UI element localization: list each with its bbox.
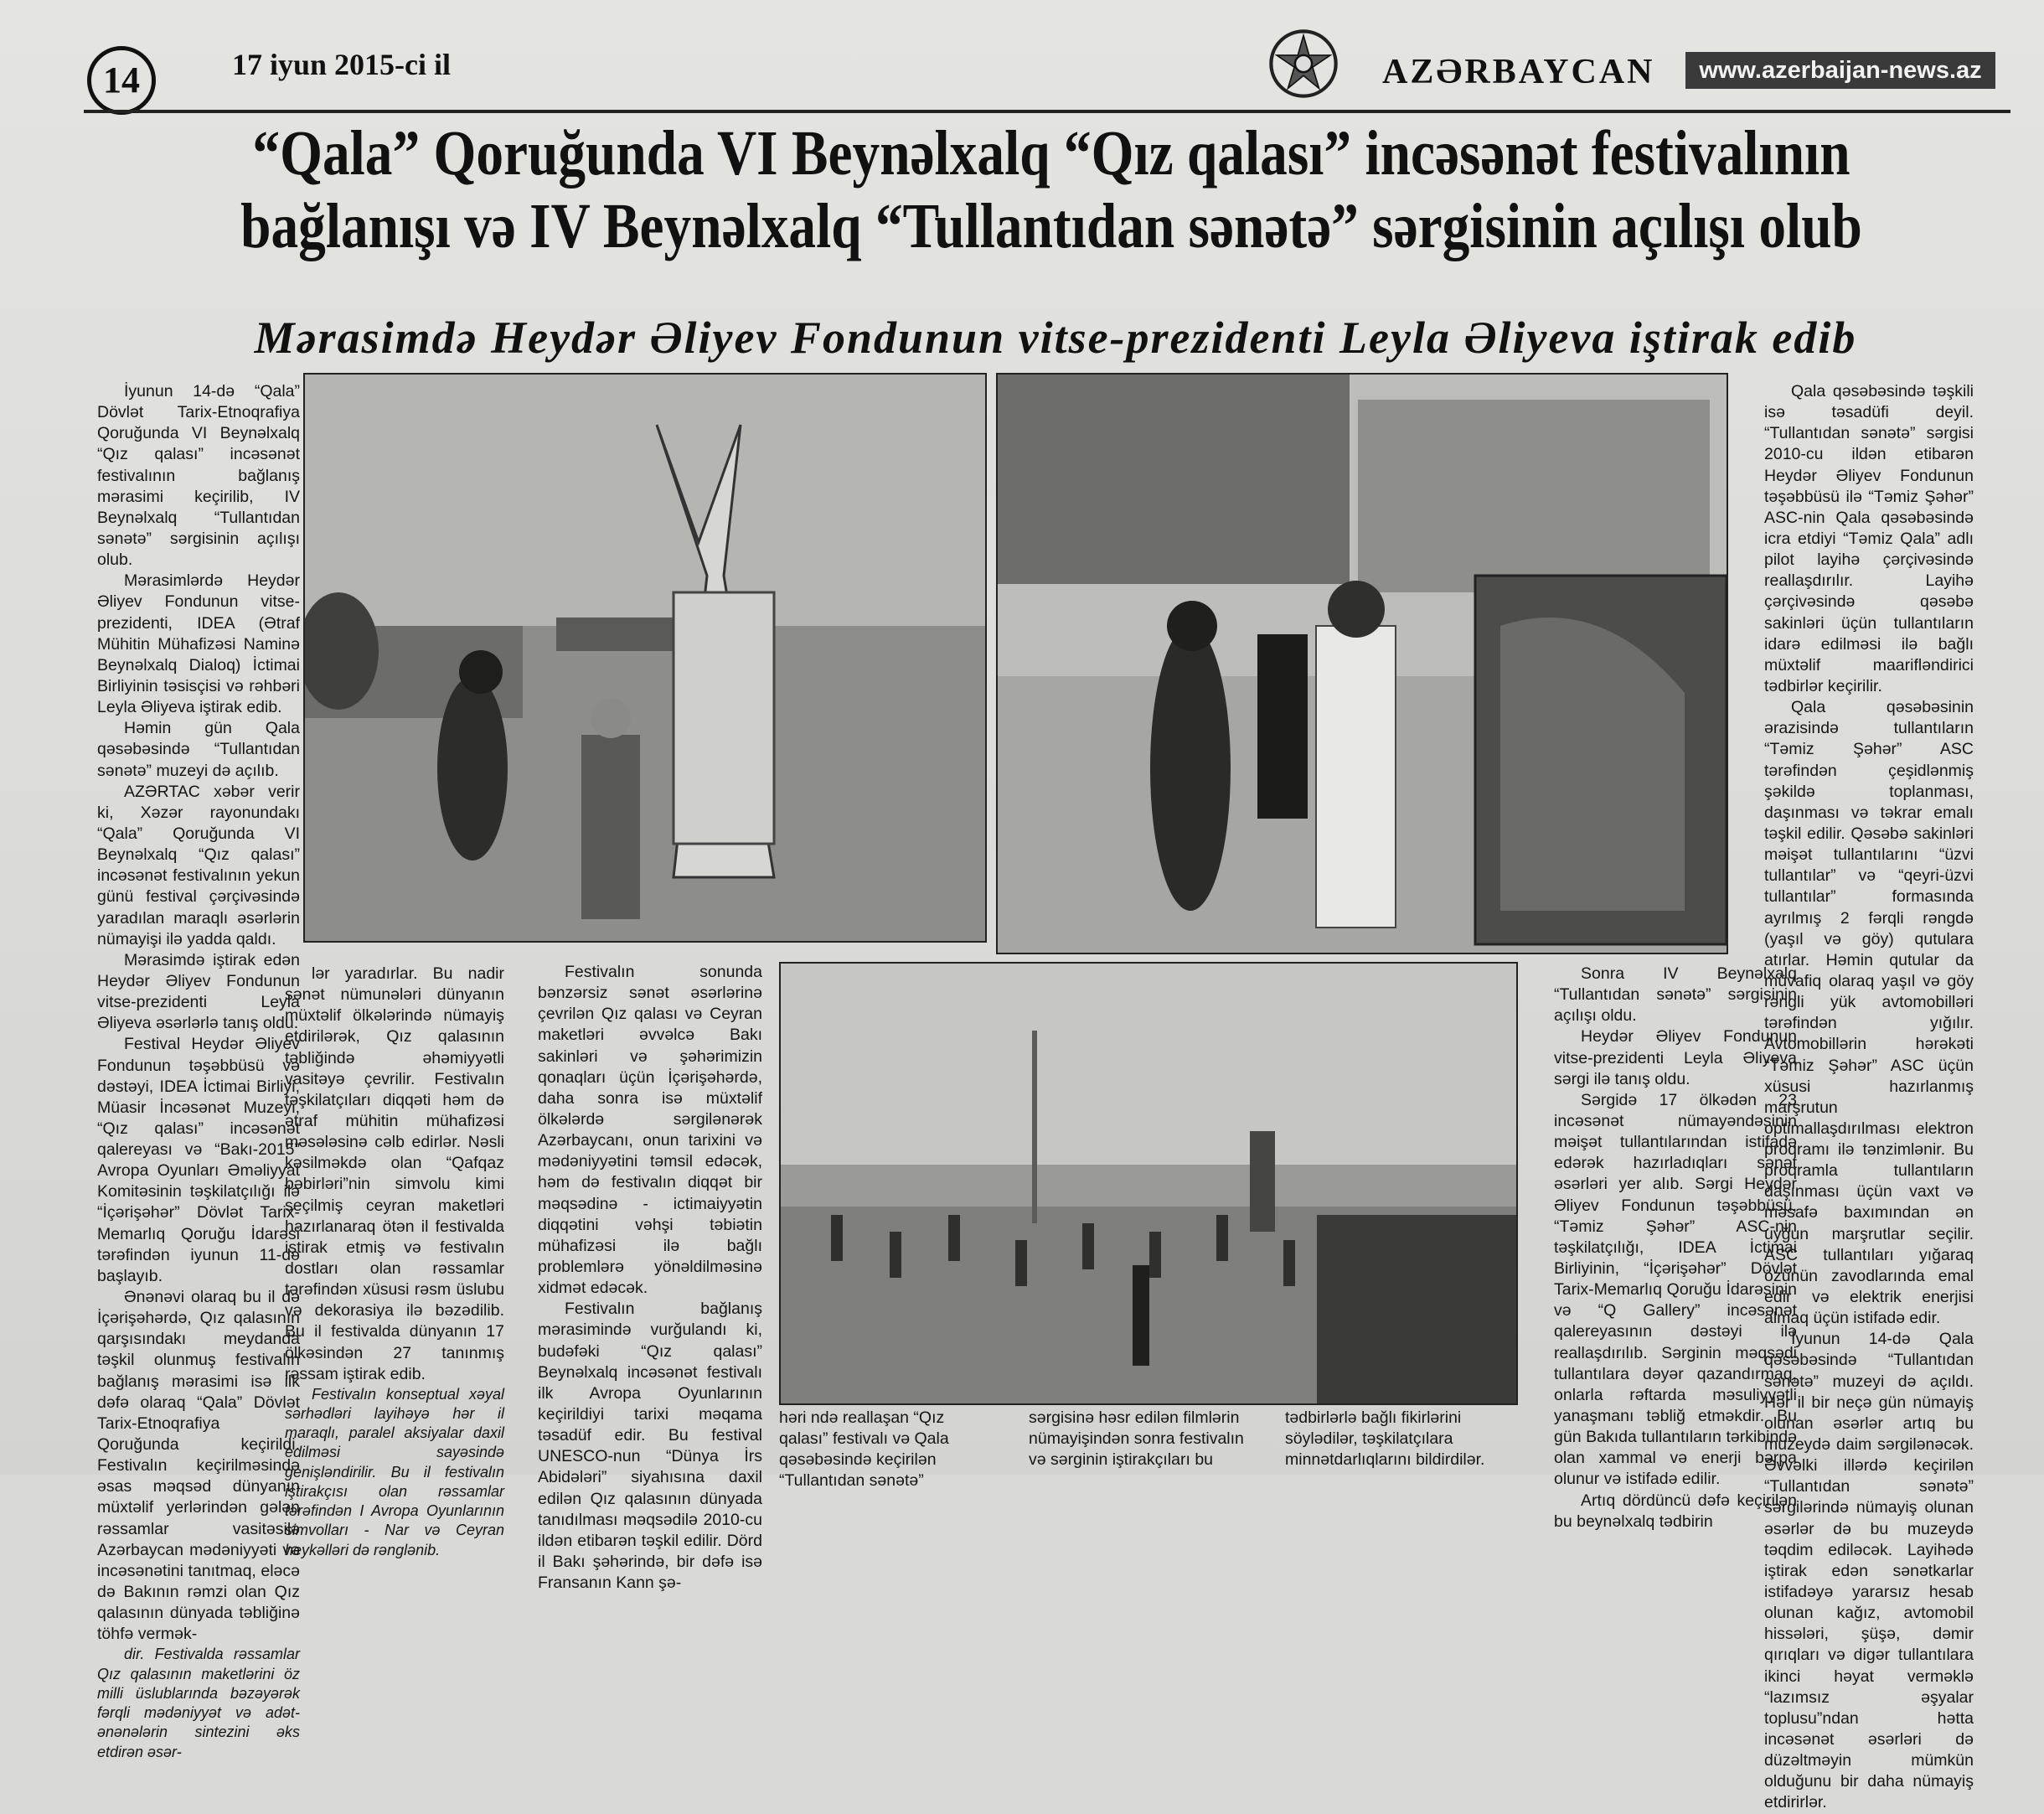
- article-column-3: [538, 962, 762, 1594]
- paragraph: İyunun 14-də “Qala” Dövlət Tarix-Etnoqrafiya Qoruğunda VI Beynəlxalq “Qız qalası” incəsənət festivalının bağlanış mərasimi keçirilib, IV Beynəlxalq “Tullantıdan sənətə” sərgisinin açılışı olub.: [97, 382, 300, 570]
- subheadline: Mərasimdə Heydər Əliyev Fondunun vitse-prezidenti Leyla Əliyeva iştirak edib: [254, 313, 1857, 363]
- state-emblem-icon: [1268, 28, 1339, 99]
- photo-exhibition-visitors: [996, 373, 1728, 954]
- paragraph: Qala qəsəbəsinin ərazisində tullantıların “Təmiz Şəhər” ASC tərəfindən çeşidlənmiş şəkildə toplanması, daşınması və təkrar emalı təşkil edilir. Qəsəbə sakinləri məişət tullantılarını “üzvi tullantılar” və “qeyri-üzvi tullantılar” formasında ayrılmış 2 fərqli rəngdə (yaşıl və göy) qutulara atırlar. Həmin qutular da müvafiq olaraq yaşıl və göy rəngli yük avtomobilləri tərəfindən yığılır. Avtomobillərin hərəkəti “Təmiz Şəhər” ASC üçün xüsusi hazırlanmış marşrutun optimallaşdırılması elektron proqramı ilə tənzimlənir. Bu proqramla tullantıların daşınması üçün vaxt və məsafə baxımından ən uyğun marşrutlar seçilir. ASC tullantıları yığaraq özünün zavodlarında emal edir və elektrik enerjisi almaq üçün istifadə edir.: [1764, 698, 1974, 1328]
- paragraph: Festivalın sonunda bənzərsiz sənət əsərlərinə çevrilən Qız qalası və Ceyran maketləri əvvəlcə Bakı sakinləri və şəhərimizin qonaqları üçün İçərişəhərdə, daha sonra isə müxtəlif ölkələrdə sərgilənərək Azərbaycanı, onun tarixini və mədəniyyətini təmsil edəcək, həm də festivalın diqqət bir məqsədinə - ictimaiyyətin diqqətini vəhşi təbiətin mühafizəsi ilə bağlı problemlərə yönəldilməsinə xidmət edəcək.: [538, 963, 762, 1298]
- website-link[interactable]: www.azerbaijan-news.az: [1685, 52, 1995, 89]
- paragraph: AZƏRTAC xəbər verir ki, Xəzər rayonundakı “Qala” Qoruğunda VI Beynəlxalq “Qız qalası” incəsənət festivalının yekun günü festival çərçivəsində yaradılan maraqlı əsərlərin nümayişi ilə yadda qaldı.: [97, 782, 300, 948]
- paragraph: Həmin gün Qala qəsəbəsində “Tullantıdan sənətə” muzeyi də açılıb.: [97, 719, 300, 780]
- paragraph: Sonra IV Beynəlxalq “Tullantıdan sənətə” sərgisinin açılışı oldu.: [1554, 964, 1797, 1026]
- paragraph: dir. Festivalda rəssamlar Qız qalasının maketlərini öz milli üslublarında bəzəyərək fərqli mədəniyyət və adət-ənənələrin sintezini əks etdirən əsər-: [97, 1646, 300, 1760]
- paragraph: Heydər Əliyev Fondunun vitse-prezidenti Leyla Əliyeva sərgi ilə tanış oldu.: [1554, 1027, 1797, 1088]
- newspaper-title: AZƏRBAYCAN: [1382, 53, 1655, 91]
- page-number: 14: [87, 46, 156, 115]
- paragraph: İyunun 14-də Qala qəsəbəsində “Tullantıdan sənətə” muzeyi də açıldı. Hər il bir neçə gün nümayiş olunan əsərlər artıq bu muzeydə daim sərgilənəcək. Əvvəlki illərdə keçirilən “Tullantıdan sənətə” sərgilərində nümayiş olunan əsərlər də bu muzeydə təqdim ediləcək. Layihədə iştirak edən sənətkarlar istifadəyə yararsız hesab olunan kağız, avtomobil hissələri, şüşə, dəmir qırıqları və digər tullantılara ikinci həyat verməklə “lazımsız əşyalar toplusu”ndan hətta incəsənət əsərləri də düzəltməyin mümkün olduğunu bir daha nümayiş etdirirlər.: [1764, 1330, 1974, 1812]
- paragraph: Sərgidə 17 ölkədən 23 incəsənət nümayəndəsinin məişət tullantılarından istifadə edərək hazırladıqları sənət əsərləri yer alıb. Sərgi Heydər Əliyev Fondunun təşəbbüsü, “Təmiz Şəhər” ASC-nin təşkilatçılığı, IDEA İctimai Birliyinin, “İçərişəhər” Dövlət Tarix-Memarlıq Qoruğu İdarəsinin və “Q Gallery” incəsənət qalereyasının dəstəyi ilə reallaşdırılıb. Sərginin məqsədi tullantılara dəyər qazandırmaq, onlarla rəftarda məsuliyyətli yanaşmanı təbliğ etməkdir. Bu gün Bakıda tullantıların tərkibində olan xammal və enerji bərpa olunur və istifadə edilir.: [1554, 1090, 1797, 1489]
- article-column-5: [1764, 381, 1974, 1812]
- article-column-4: [1554, 964, 1797, 1532]
- paragraph: lər yaradırlar. Bu nadir sənət nümunələri dünyanın müxtəlif ölkələrində nümayiş etdirilərək, Qız qalasının təbliğində əhəmiyyətli vasitəyə çevrilir. Festivalın təşkilatçıları diqqəti həm də ətraf mühitin mühafizəsi məsələsinə cəlb edirlər. Nəsli kəsilməkdə olan “Qafqaz bəbirləri”nin simvolu kimi seçilmiş ceyran maketləri hazırlanaraq ötən il festivalda iştirak etmiş və festivalın dostları olan rəssamlar tərəfindən xüsusi rəsm üslubu və dekorasiya ilə bəzədilib. Bu il festivalda dünyanın 17 ölkəsindən 27 tanınmış rəssam iştirak edib.: [285, 964, 504, 1383]
- paragraph: Festivalın konseptual xəyal sərhədləri layihəyə hər il maraqlı, paralel aksiyalar daxil edilməsi sayəsində genişləndirilir. Bu il festivalın iştirakçısı olan rəssamlar tərəfindən I Avropa Oyunlarının simvolları - Nar və Ceyran heykəlləri də rənglənib.: [285, 1385, 504, 1558]
- paragraph: Festival Heydər Əliyev Fondunun təşəbbüsü və dəstəyi, IDEA İctimai Birliyi, Müasir İncəsənət Muzeyi, “Qız qalası” incəsənət qalereyası və “Bakı-2015” Avropa Oyunları Əməliyyat Komitəsinin təşkilatçılığı ilə “İçərişəhər” Dövlət Tarix-Memarlıq Qoruğu İdarəsi tərəfindən iyunun 11-də başlayıb.: [97, 1035, 300, 1285]
- paragraph: Mərasimlərdə Heydər Əliyev Fondunun vitse-prezidenti, IDEA (Ətraf Mühitin Mühafizəsi Naminə Beynəlxalq Dialoq) İctimai Birliyinin təsisçisi və rəhbəri Leyla Əliyeva iştirak edib.: [97, 571, 300, 717]
- paragraph: Ənənəvi olaraq bu il də İçərişəhərdə, Qız qalasının qarşısındakı meydanda təşkil olunmuş festivalın bağlanış mərasimi isə ilk dəfə olaraq “Qala” Dövlət Tarix-Etnoqrafiya Qoruğunda keçirildi. Festivalın keçirilməsində əsas məqsəd dünyanın müxtəlif yerlərindən gələn rəssamlar vasitəsilə Azərbaycan mədəniyyəti və incəsənətini tanıtmaq, eləcə də Bakının rəmzi olan Qız qalasının dünyada təbliğinə töhfə vermək-: [97, 1288, 300, 1644]
- photo-sculpture-park: [779, 962, 1518, 1405]
- headline-line: bağlanışı və IV Beynəlxalq “Tullantıdan sənətə” sərgisinin açılışı olub: [240, 190, 1862, 261]
- paragraph: Artıq dördüncü dəfə keçirilən bu beynəlxalq tədbirin: [1554, 1491, 1797, 1531]
- article-bottom-text: tədbirlərlə bağlı fikirlərini söylədilər, təşkilatçılara minnətdarlıqlarını bildirdilər.: [1285, 1408, 1485, 1470]
- paragraph: Festivalın bağlanış mərasimində vurğulandı ki, budəfəki “Qız qalası” Beynəlxalq incəsənət festivalı ilk Avropa Oyunlarının keçirildiyi tarixi məqama təsadüf edir. Bu festival UNESCO-nun “Dünya İrs Abidələri” siyahısına daxil edilən Qız qalasının dünyada tanıdılması məqsədilə 2010-cu ildən etibarən təşkil edilir. Dörd il Bakı şəhərində, bir dəfə isə Fransanın Kann şə-: [538, 1300, 762, 1593]
- header-rule: [84, 110, 2010, 113]
- article-bottom-text: sərgisinə həsr edilən filmlərin nümayişindən sonra festivalın və sərginin iştirakçıları bu: [1029, 1408, 1244, 1470]
- headline-line: “Qala” Qoruğunda VI Beynəlxalq “Qız qalası” incəsənət festivalının: [252, 118, 1850, 189]
- article-bottom-text: həri ndə reallaşan “Qız qalası” festivalı və Qala qəsəbəsində keçirilən “Tullantıdan sənətə”: [779, 1408, 949, 1491]
- paragraph: Mərasimdə iştirak edən Heydər Əliyev Fondunun vitse-prezidenti Leyla Əliyeva əsərlərlə tanış oldu.: [97, 950, 300, 1033]
- article-column-1: [97, 381, 300, 1760]
- article-column-2: [285, 964, 504, 1560]
- photo-festival-figures: [303, 373, 987, 943]
- paragraph: Qala qəsəbəsində təşkili isə təsadüfi deyil. “Tullantıdan sənətə” sərgisi 2010-cu ildən etibarən Heydər Əliyev Fondunun təşəbbüsü ilə “Təmiz Şəhər” ASC-nin Qala qəsəbəsində icra etdiyi “Təmiz Qala” adlı pilot layihə çərçivəsində reallaşdırılır. Layihə çərçivəsində qəsəbə sakinləri üçün tullantıların idarə edilməsi ilə bağlı müxtəlif maarifləndirici tədbirlər keçirilir.: [1764, 382, 1974, 695]
- issue-date: 17 iyun 2015-ci il: [232, 48, 452, 81]
- headline: [226, 117, 1876, 262]
